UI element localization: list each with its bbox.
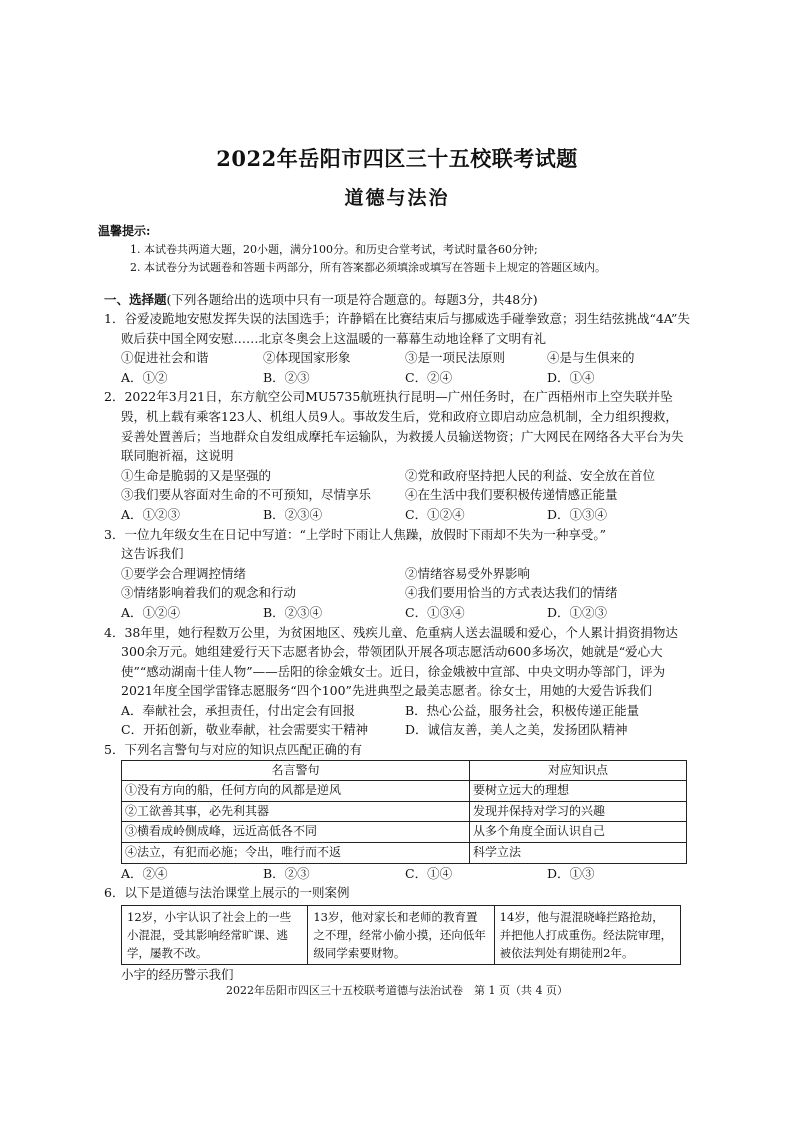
case-cell: 13岁，他对家长和老师的教育置之不理，经常小偷小摸，还向低年级同学索要财物。 bbox=[308, 905, 494, 964]
tip-item: 1. 本试卷共两道大题，20小题，满分100分。和历史合堂考试，考试时量各60分钟; bbox=[130, 243, 538, 256]
case-cell: 14岁，他与混混晓峰拦路抢劫，并把他人打成重伤。经法院审理，被依法判处有期徒刑2年。 bbox=[494, 905, 680, 964]
choice-b: B．②③④ bbox=[263, 604, 323, 620]
statement: ③是一项民法原则 bbox=[405, 350, 506, 366]
table-cell: 科学立法 bbox=[470, 843, 687, 864]
question-5 bbox=[104, 740, 690, 883]
section-note: (下列各题给出的选项中只有一项是符合题意的。每题3分，共48分) bbox=[166, 292, 538, 307]
page-footer: 2022年岳阳市四区三十五校联考道德与法治试卷 第 1 页（共 4 页） bbox=[226, 984, 568, 997]
tips-heading: 温馨提示: bbox=[98, 224, 151, 238]
section-label: 一、选择题 bbox=[104, 292, 167, 307]
question-stem-cont: 这告诉我们 bbox=[121, 546, 184, 562]
column-header: 对应知识点 bbox=[470, 760, 687, 781]
table-row bbox=[122, 781, 687, 802]
question-1 bbox=[104, 309, 690, 387]
choice-b: B．②③ bbox=[263, 865, 310, 881]
statement: ④我们要用恰当的方式表达我们的情绪 bbox=[405, 585, 618, 601]
table-cell: ②工欲善其事，必先利其器 bbox=[122, 801, 470, 822]
question-3 bbox=[104, 525, 690, 623]
question-stem: 6．以下是道德与法治课堂上展示的一则案例 bbox=[104, 885, 350, 901]
statement: ④是与生俱来的 bbox=[547, 350, 635, 366]
statement: ①要学会合理调控情绪 bbox=[121, 565, 247, 581]
table-header-row bbox=[122, 760, 687, 781]
table-cell: 发现并保持对学习的兴趣 bbox=[470, 801, 687, 822]
choice-c: C．②④ bbox=[405, 369, 453, 385]
question-stem: 2．2022年3月21日，东方航空公司MU5735航班执行昆明—广州任务时，在广西梧州市上空失联并坠毁，机上载有乘客123人、机组人员9人。事故发生后，党和政府立即启动应急机制，全力组织搜救，妥善处置善后；当地群众自发组成摩托车运输队，为救援人员输送物资；广大网民在网络各大平台为失联同胞祈福，这说明 bbox=[104, 389, 684, 464]
exam-page bbox=[98, 143, 690, 984]
column-header: 名言警句 bbox=[122, 760, 470, 781]
statement: ②体现国家形象 bbox=[263, 350, 351, 366]
choice-d: D．①②③ bbox=[547, 604, 608, 620]
choice-a: A．②④ bbox=[121, 865, 168, 881]
choice-d: D．诚信友善，美人之美，发扬团队精神 bbox=[405, 722, 628, 738]
choice-a: A．奉献社会，承担责任，付出定会有回报 bbox=[121, 702, 356, 718]
question-stem: 1．谷爱凌跪地安慰发挥失误的法国选手；许静韬在比赛结束后与挪威选手碰拳致意；羽生结弦挑战“4A”失败后获中国全网安慰……北京冬奥会上这温暖的一幕幕生动地诠释了文明有礼 bbox=[104, 311, 690, 346]
choice-d: D．①④ bbox=[547, 369, 595, 385]
statement: ①促进社会和谐 bbox=[121, 350, 209, 366]
statement: ④在生活中我们要积极传递情感正能量 bbox=[405, 487, 618, 503]
choice-c: C．①②④ bbox=[405, 506, 465, 522]
choice-list bbox=[104, 701, 690, 740]
statement: ③情绪影响着我们的观念和行动 bbox=[121, 585, 297, 601]
choice-list bbox=[104, 368, 690, 388]
table-cell: 要树立远大的理想 bbox=[470, 781, 687, 802]
question-stem: 5．下列名言警句与对应的知识点匹配正确的有 bbox=[104, 742, 362, 758]
table-row bbox=[122, 905, 681, 964]
choice-c: C．①③④ bbox=[405, 604, 465, 620]
question-stem: 3．一位九年级女生在日记中写道：“上学时下雨让人焦躁，放假时下雨却不失为一种享受。” bbox=[104, 526, 606, 542]
statement: ③我们要从容面对生命的不可预知，尽情享乐 bbox=[121, 487, 372, 503]
table-cell: 从多个角度全面认识自己 bbox=[470, 822, 687, 843]
table-row bbox=[122, 801, 687, 822]
choice-a: A．①②④ bbox=[121, 604, 181, 620]
case-cell: 12岁，小宇认识了社会上的一些小混混，受其影响经常旷课、逃学，屡教不改。 bbox=[122, 905, 308, 964]
choice-b: B．②③④ bbox=[263, 506, 323, 522]
statement: ①生命是脆弱的又是坚强的 bbox=[121, 467, 272, 483]
choice-c: C．开拓创新，敬业奉献，社会需要实干精神 bbox=[121, 722, 369, 738]
statement-list bbox=[104, 348, 690, 368]
question-stem-cont: 小宇的经历警示我们 bbox=[121, 966, 234, 982]
matching-table bbox=[121, 760, 687, 864]
question-2 bbox=[104, 387, 690, 524]
tip-item: 2. 本试卷分为试题卷和答题卡两部分，所有答案都必须填涂或填写在答题卡上规定的答题区域内。 bbox=[130, 261, 606, 274]
choice-list bbox=[104, 505, 690, 525]
choice-list bbox=[104, 864, 690, 884]
table-cell: ④法立，有犯而必施；令出，唯行而不返 bbox=[122, 843, 470, 864]
statement-list bbox=[104, 564, 690, 603]
subject-title: 道德与法治 bbox=[344, 187, 450, 209]
choice-d: D．①③ bbox=[547, 865, 595, 881]
question-6 bbox=[104, 883, 690, 984]
choice-a: A．①②③ bbox=[121, 506, 181, 522]
table-cell: ①没有方向的船，任何方向的风都是逆风 bbox=[122, 781, 470, 802]
choice-list bbox=[104, 603, 690, 623]
choice-a: A．①② bbox=[121, 369, 168, 385]
question-stem: 4．38年里，她行程数万公里，为贫困地区、残疾儿童、危重病人送去温暖和爱心，个人累计捐资捐物达300余万元。她组建爱行天下志愿者协会，带领团队开展各项志愿活动600多场次，她就是“爱心大使”“感动湖南十佳人物”——岳阳的徐金娥女士。近日，徐金娥被中宣部、中央文明办等部门，评为2021年度全国学雷锋志愿服务“四个100”先进典型之最美志愿者。徐女士，用她的大爱告诉我们 bbox=[104, 624, 678, 699]
choice-c: C．①④ bbox=[405, 865, 453, 881]
case-table bbox=[121, 905, 681, 965]
statement: ②情绪容易受外界影响 bbox=[405, 565, 531, 581]
exam-title: 2022年岳阳市四区三十五校联考试题 bbox=[216, 146, 578, 171]
choice-d: D．①③④ bbox=[547, 506, 608, 522]
table-row bbox=[122, 843, 687, 864]
question-4 bbox=[104, 623, 690, 741]
statement: ②党和政府坚持把人民的利益、安全放在首位 bbox=[405, 467, 656, 483]
choice-b: B．热心公益，服务社会，积极传递正能量 bbox=[405, 702, 640, 718]
section-heading bbox=[104, 290, 690, 309]
table-row bbox=[122, 822, 687, 843]
statement-list bbox=[104, 466, 690, 505]
choice-b: B．②③ bbox=[263, 369, 310, 385]
table-cell: ③横看成岭侧成峰，远近高低各不同 bbox=[122, 822, 470, 843]
